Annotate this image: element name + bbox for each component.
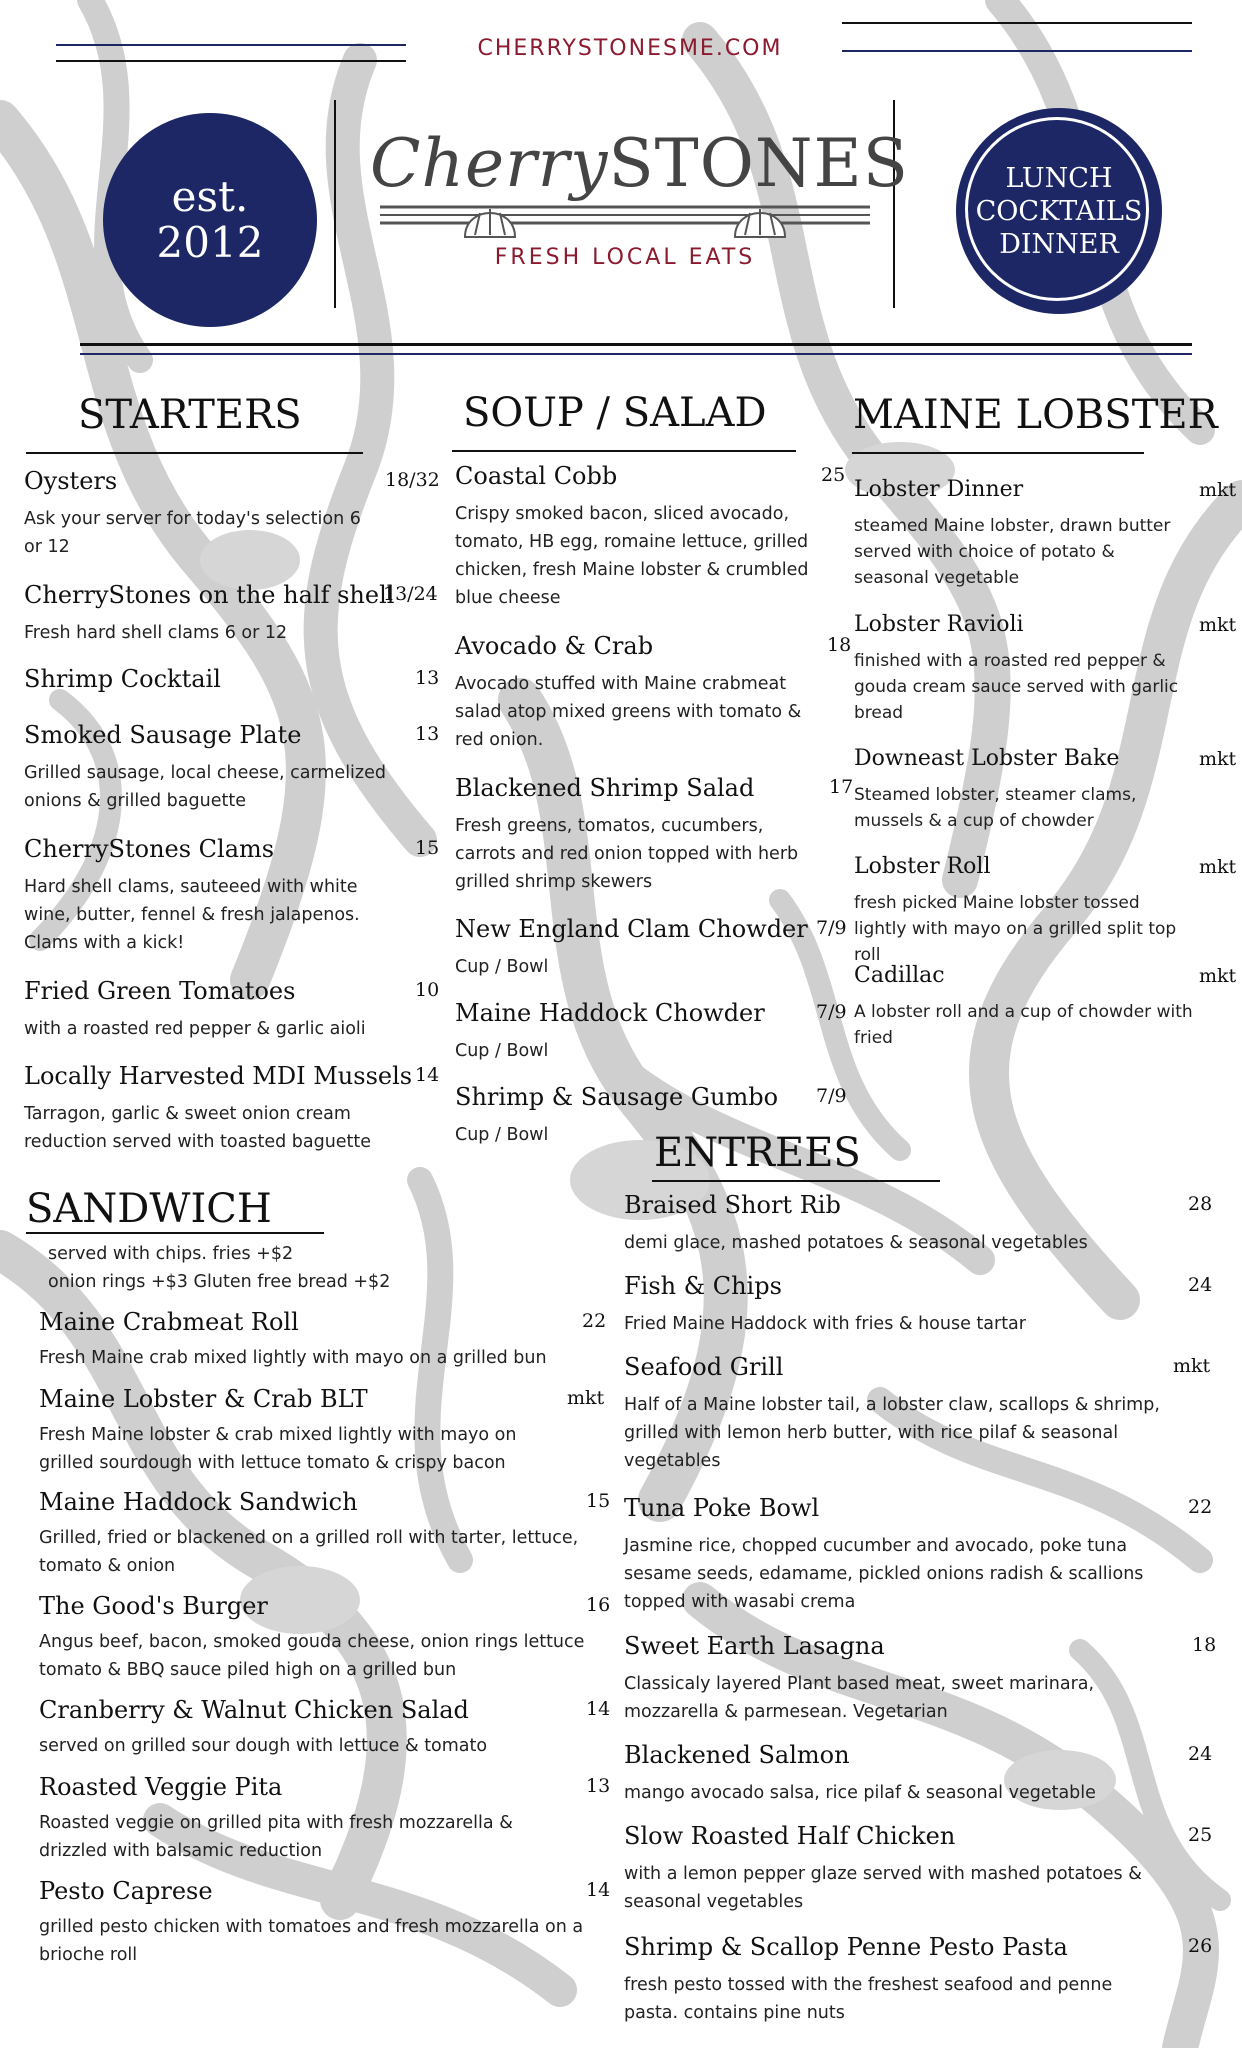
sandwich-note-extras: onion rings +$3 Gluten free bread +$2 bbox=[48, 1272, 391, 1292]
soup-salad-title: SOUP / SALAD bbox=[463, 390, 767, 436]
entree-desc: Fried Maine Haddock with fries & house tartar bbox=[624, 1314, 1026, 1334]
est-badge bbox=[103, 113, 317, 327]
sandwich-desc: Roasted veggie on grilled pita with fresh mozzarella & drizzled with balsamic reduction bbox=[39, 1813, 513, 1861]
soup-salad-name: Shrimp & Sausage Gumbo bbox=[455, 1083, 779, 1111]
starter-name: Oysters bbox=[24, 467, 118, 495]
entree-name: Seafood Grill bbox=[624, 1353, 784, 1381]
starters-title-underline bbox=[26, 452, 363, 454]
soup-salad-desc: Cup / Bowl bbox=[455, 1041, 549, 1061]
starter-price: 13/24 bbox=[383, 583, 438, 605]
starter-name: Fried Green Tomatoes bbox=[24, 977, 296, 1005]
starter-desc: Ask your server for today's selection 6 or 12 bbox=[24, 509, 361, 557]
maine-lobster-title-underline bbox=[852, 452, 1144, 454]
entree-price: 26 bbox=[1188, 1935, 1213, 1957]
soup-salad-name: Avocado & Crab bbox=[455, 632, 654, 660]
entree-desc: fresh pesto tossed with the freshest seafood and penne pasta. contains pine nuts bbox=[624, 1975, 1113, 2023]
starters-title: STARTERS bbox=[78, 392, 302, 438]
lobster-name: Lobster Dinner bbox=[854, 477, 1024, 502]
entree-name: Slow Roasted Half Chicken bbox=[624, 1822, 956, 1850]
starter-name: CherryStones on the half shell bbox=[24, 581, 395, 609]
lobster-price: mkt bbox=[1199, 965, 1237, 987]
soup-salad-price: 7/9 bbox=[816, 1001, 847, 1023]
header-rule-top-left-1 bbox=[56, 44, 406, 46]
header-divider-left bbox=[334, 100, 336, 308]
entree-price: 24 bbox=[1188, 1743, 1213, 1765]
starter-name: Locally Harvested MDI Mussels bbox=[24, 1062, 413, 1090]
soup-salad-price: 7/9 bbox=[816, 917, 847, 939]
est-year: 2012 bbox=[156, 218, 264, 267]
lobster-price: mkt bbox=[1199, 479, 1237, 501]
est-label: est. bbox=[171, 172, 249, 221]
lobster-price: mkt bbox=[1199, 614, 1237, 636]
sandwich-price: 15 bbox=[586, 1490, 611, 1512]
tagline: FRESH LOCAL EATS bbox=[494, 245, 756, 270]
soup-salad-desc: Crispy smoked bacon, sliced avocado, tomato, HB egg, romaine lettuce, grilled chicken, fresh Maine lobster & crumbled blue cheese bbox=[455, 504, 809, 608]
sandwich-name: Cranberry & Walnut Chicken Salad bbox=[39, 1696, 469, 1724]
sandwich-price: mkt bbox=[567, 1387, 605, 1409]
entree-desc: demi glace, mashed potatoes & seasonal vegetables bbox=[624, 1233, 1088, 1253]
entree-price: mkt bbox=[1173, 1355, 1211, 1377]
sandwich-price: 22 bbox=[582, 1310, 607, 1332]
entree-name: Shrimp & Scallop Penne Pesto Pasta bbox=[624, 1933, 1068, 1961]
lobster-name: Downeast Lobster Bake bbox=[854, 746, 1120, 771]
lobster-desc: finished with a roasted red pepper & gouda cream sauce served with garlic bread bbox=[854, 651, 1179, 723]
starter-price: 14 bbox=[415, 1064, 440, 1086]
sandwich-desc: Grilled, fried or blackened on a grilled roll with tarter, lettuce, tomato & onion bbox=[39, 1528, 579, 1576]
logo-wordmark bbox=[370, 125, 909, 202]
entree-name: Fish & Chips bbox=[624, 1272, 782, 1300]
starter-desc: Tarragon, garlic & sweet onion cream reduction served with toasted baguette bbox=[24, 1104, 372, 1152]
sandwich-name: Maine Crabmeat Roll bbox=[39, 1308, 299, 1336]
entree-desc: Jasmine rice, chopped cucumber and avocado, poke tuna sesame seeds, edamame, pickled onions radish & scallions topped with wasabi crema bbox=[624, 1536, 1144, 1612]
entree-price: 25 bbox=[1188, 1824, 1213, 1846]
soup-salad-desc: Fresh greens, tomatos, cucumbers, carrots and red onion topped with herb grilled shrimp skewers bbox=[455, 816, 799, 892]
sandwich-price: 14 bbox=[586, 1698, 611, 1720]
soup-salad-desc: Cup / Bowl bbox=[455, 957, 549, 977]
sandwich-name: Roasted Veggie Pita bbox=[39, 1773, 283, 1801]
sandwich-name: Maine Haddock Sandwich bbox=[39, 1488, 358, 1516]
sandwich-note-sides: served with chips. fries +$2 bbox=[48, 1244, 294, 1264]
sandwich-name: The Good's Burger bbox=[39, 1592, 268, 1620]
starter-desc: Hard shell clams, sauteeed with white wine, butter, fennel & fresh jalapenos. Clams with a kick! bbox=[24, 877, 360, 953]
sandwich-price: 16 bbox=[586, 1594, 611, 1616]
soup-salad-title-underline bbox=[452, 450, 796, 452]
cherrystones-logo bbox=[370, 125, 909, 285]
entrees-title: ENTREES bbox=[654, 1130, 861, 1176]
soup-salad-price: 25 bbox=[821, 464, 846, 486]
sandwich-name: Maine Lobster & Crab BLT bbox=[39, 1385, 368, 1413]
sandwich-title-underline bbox=[26, 1232, 324, 1234]
sandwich-desc: served on grilled sour dough with lettuce & tomato bbox=[39, 1736, 488, 1756]
header-bottom-rule-2 bbox=[80, 353, 1192, 355]
sandwich-desc: Fresh Maine crab mixed lightly with mayo on a grilled bun bbox=[39, 1348, 547, 1368]
lobster-desc: steamed Maine lobster, drawn butter served with choice of potato & seasonal vegetable bbox=[854, 516, 1171, 588]
starter-price: 15 bbox=[415, 837, 440, 859]
soup-salad-price: 7/9 bbox=[816, 1085, 847, 1107]
sandwich-desc: grilled pesto chicken with tomatoes and fresh mozzarella on a brioche roll bbox=[39, 1917, 584, 1965]
entree-desc: with a lemon pepper glaze served with mashed potatoes & seasonal vegetables bbox=[624, 1864, 1142, 1912]
sandwich-desc: Angus beef, bacon, smoked gouda cheese, onion rings lettuce tomato & BBQ sauce piled high on a grilled bun bbox=[39, 1632, 585, 1680]
entree-price: 24 bbox=[1188, 1274, 1213, 1296]
starter-price: 13 bbox=[415, 723, 440, 745]
website-url[interactable]: CHERRYSTONESME.COM bbox=[477, 36, 783, 61]
soup-salad-price: 17 bbox=[829, 776, 854, 798]
service-lunch: LUNCH bbox=[1005, 162, 1113, 194]
starter-price: 13 bbox=[415, 667, 440, 689]
entree-desc: Half of a Maine lobster tail, a lobster claw, scallops & shrimp, grilled with lemon herb butter, with rice pilaf & seasonal vegetables bbox=[624, 1395, 1160, 1471]
service-dinner: DINNER bbox=[999, 228, 1119, 260]
entree-price: 28 bbox=[1188, 1193, 1213, 1215]
entree-price: 22 bbox=[1188, 1496, 1213, 1518]
entree-name: Blackened Salmon bbox=[624, 1741, 850, 1769]
lobster-name: Lobster Roll bbox=[854, 854, 991, 879]
soup-salad-price: 18 bbox=[827, 634, 852, 656]
maine-lobster-title: MAINE LOBSTER bbox=[853, 392, 1218, 438]
entree-name: Braised Short Rib bbox=[624, 1191, 841, 1219]
entree-desc: mango avocado salsa, rice pilaf & seasonal vegetable bbox=[624, 1783, 1096, 1803]
starter-desc: with a roasted red pepper & garlic aioli bbox=[24, 1019, 366, 1039]
lobster-desc: fresh picked Maine lobster tossed lightly with mayo on a grilled split top roll bbox=[854, 893, 1177, 965]
starter-price: 10 bbox=[415, 979, 440, 1001]
soup-salad-name: Coastal Cobb bbox=[455, 462, 618, 490]
soup-salad-name: Blackened Shrimp Salad bbox=[455, 774, 755, 802]
entree-name: Sweet Earth Lasagna bbox=[624, 1632, 885, 1660]
entrees-title-underline bbox=[652, 1180, 940, 1182]
logo-word-stones: STONES bbox=[608, 125, 909, 202]
starter-name: Shrimp Cocktail bbox=[24, 665, 221, 693]
lobster-name: Lobster Ravioli bbox=[854, 612, 1024, 637]
service-badge bbox=[956, 108, 1162, 314]
sandwich-title: SANDWICH bbox=[26, 1186, 272, 1232]
header-rule-top-left-2 bbox=[56, 60, 406, 62]
starter-desc: Fresh hard shell clams 6 or 12 bbox=[24, 623, 288, 643]
soup-salad-name: New England Clam Chowder bbox=[455, 915, 808, 943]
soup-salad-name: Maine Haddock Chowder bbox=[455, 999, 765, 1027]
lobster-desc: A lobster roll and a cup of chowder with fried bbox=[854, 1002, 1193, 1048]
header-rule-top-right-1 bbox=[842, 22, 1192, 24]
lobster-desc: Steamed lobster, steamer clams, mussels & a cup of chowder bbox=[854, 785, 1137, 831]
starter-name: CherryStones Clams bbox=[24, 835, 275, 863]
sandwich-desc: Fresh Maine lobster & crab mixed lightly with mayo on grilled sourdough with lettuce tomato & crispy bacon bbox=[39, 1425, 517, 1473]
lobster-price: mkt bbox=[1199, 856, 1237, 878]
entree-desc: Classicaly layered Plant based meat, sweet marinara, mozzarella & parmesean. Vegetarian bbox=[624, 1674, 1095, 1722]
starter-name: Smoked Sausage Plate bbox=[24, 721, 302, 749]
soup-salad-desc: Cup / Bowl bbox=[455, 1125, 549, 1145]
sandwich-price: 13 bbox=[586, 1775, 611, 1797]
lobster-name: Cadillac bbox=[854, 963, 945, 988]
header-bottom-rule-1 bbox=[80, 343, 1192, 346]
header-rule-top-right-2 bbox=[842, 50, 1192, 52]
entree-name: Tuna Poke Bowl bbox=[624, 1494, 820, 1522]
soup-salad-desc: Avocado stuffed with Maine crabmeat salad atop mixed greens with tomato & red onion. bbox=[455, 674, 802, 750]
sandwich-price: 14 bbox=[586, 1879, 611, 1901]
logo-word-cherry: Cherry bbox=[370, 125, 609, 202]
starter-desc: Grilled sausage, local cheese, carmelized onions & grilled baguette bbox=[24, 763, 386, 811]
sandwich-name: Pesto Caprese bbox=[39, 1877, 213, 1905]
service-cocktails: COCKTAILS bbox=[975, 195, 1143, 227]
clam-shell-icon bbox=[370, 195, 880, 245]
lobster-price: mkt bbox=[1199, 748, 1237, 770]
entree-price: 18 bbox=[1192, 1634, 1217, 1656]
starter-price: 18/32 bbox=[385, 469, 440, 491]
